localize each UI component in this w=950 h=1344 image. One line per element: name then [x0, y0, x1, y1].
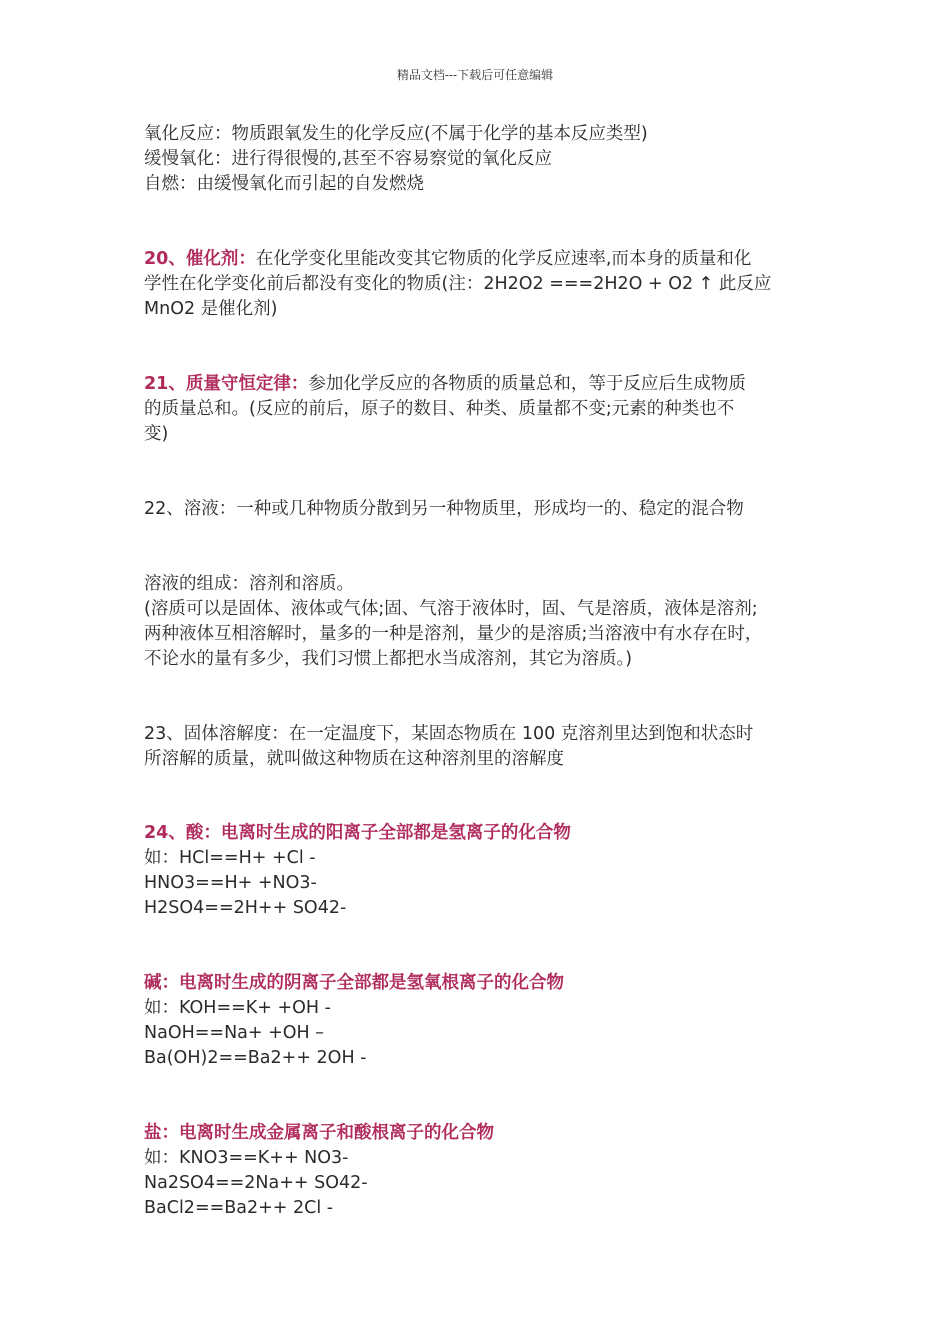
solution-composition-section — [144, 572, 814, 672]
solubility-definition-line2: 所溶解的质量，就叫做这种物质在这种溶剂里的溶解度 — [144, 749, 564, 769]
acid-title: 24、酸：电离时生成的阳离子全部都是氢离子的化合物 — [144, 823, 571, 843]
solubility-section — [144, 722, 814, 772]
slow-oxidation-definition: 缓慢氧化：进行得很慢的,甚至不容易察觉的氧化反应 — [144, 149, 553, 169]
solubility-definition-line1: 23、固体溶解度：在一定温度下，某固态物质在 100 克溶剂里达到饱和状态时 — [144, 724, 754, 744]
mass-conservation-text-line3: 变) — [144, 424, 169, 444]
acid-equation-2: HNO3==H+ +NO3- — [144, 873, 317, 893]
catalyst-text-line2: 学性在化学变化前后都没有变化的物质(注：2H2O2 ===2H2O + O2 ↑ 此反应 — [144, 274, 772, 294]
oxidation-definition: 氧化反应：物质跟氧发生的化学反应(不属于化学的基本反应类型) — [144, 124, 648, 144]
base-equation-1: 如：KOH==K+ +OH - — [144, 998, 331, 1018]
salt-equation-1: 如：KNO3==K++ NO3- — [144, 1148, 349, 1168]
acid-equation-3: H2SO4==2H++ SO42- — [144, 898, 347, 918]
catalyst-text-line3: MnO2 是催化剂) — [144, 299, 278, 319]
solution-note-line1: (溶质可以是固体、液体或气体;固、气溶于液体时，固、气是溶质，液体是溶剂; — [144, 599, 758, 619]
oxidation-section — [144, 122, 814, 197]
acid-section — [144, 821, 814, 921]
solution-note-line3: 不论水的量有多少，我们习惯上都把水当成溶剂，其它为溶质。) — [144, 649, 633, 669]
mass-conservation-text: 参加化学反应的各物质的质量总和，等于反应后生成物质 — [308, 374, 746, 394]
acid-equation-1: 如：HCl==H+ +Cl - — [144, 848, 316, 868]
document-body — [144, 122, 814, 1221]
catalyst-section — [144, 247, 814, 322]
salt-equation-2: Na2SO4==2Na++ SO42- — [144, 1173, 368, 1193]
mass-conservation-title: 21、质量守恒定律： — [144, 374, 309, 394]
base-equation-3: Ba(OH)2==Ba2++ 2OH - — [144, 1048, 367, 1068]
page-header: 精品文档---下载后可任意编辑 — [396, 68, 554, 82]
base-section — [144, 971, 814, 1071]
base-title: 碱：电离时生成的阴离子全部都是氢氧根离子的化合物 — [144, 973, 564, 993]
base-equation-2: NaOH==Na+ +OH – — [144, 1023, 325, 1043]
catalyst-text: 在化学变化里能改变其它物质的化学反应速率,而本身的质量和化 — [255, 249, 752, 269]
solution-definition: 22、溶液：一种或几种物质分散到另一种物质里，形成均一的、稳定的混合物 — [144, 499, 744, 519]
salt-title: 盐：电离时生成金属离子和酸根离子的化合物 — [144, 1123, 494, 1143]
solution-section — [144, 497, 814, 522]
salt-section — [144, 1121, 814, 1221]
salt-equation-3: BaCl2==Ba2++ 2Cl - — [144, 1198, 334, 1218]
catalyst-title: 20、催化剂： — [144, 249, 256, 269]
solution-composition: 溶液的组成：溶剂和溶质。 — [144, 574, 354, 594]
spontaneous-combustion-definition: 自燃：由缓慢氧化而引起的自发燃烧 — [144, 174, 424, 194]
mass-conservation-section — [144, 372, 814, 447]
solution-note-line2: 两种液体互相溶解时，量多的一种是溶剂，量少的是溶质;当溶液中有水存在时， — [144, 624, 763, 644]
mass-conservation-text-line2: 的质量总和。(反应的前后，原子的数目、种类、质量都不变;元素的种类也不 — [144, 399, 735, 419]
